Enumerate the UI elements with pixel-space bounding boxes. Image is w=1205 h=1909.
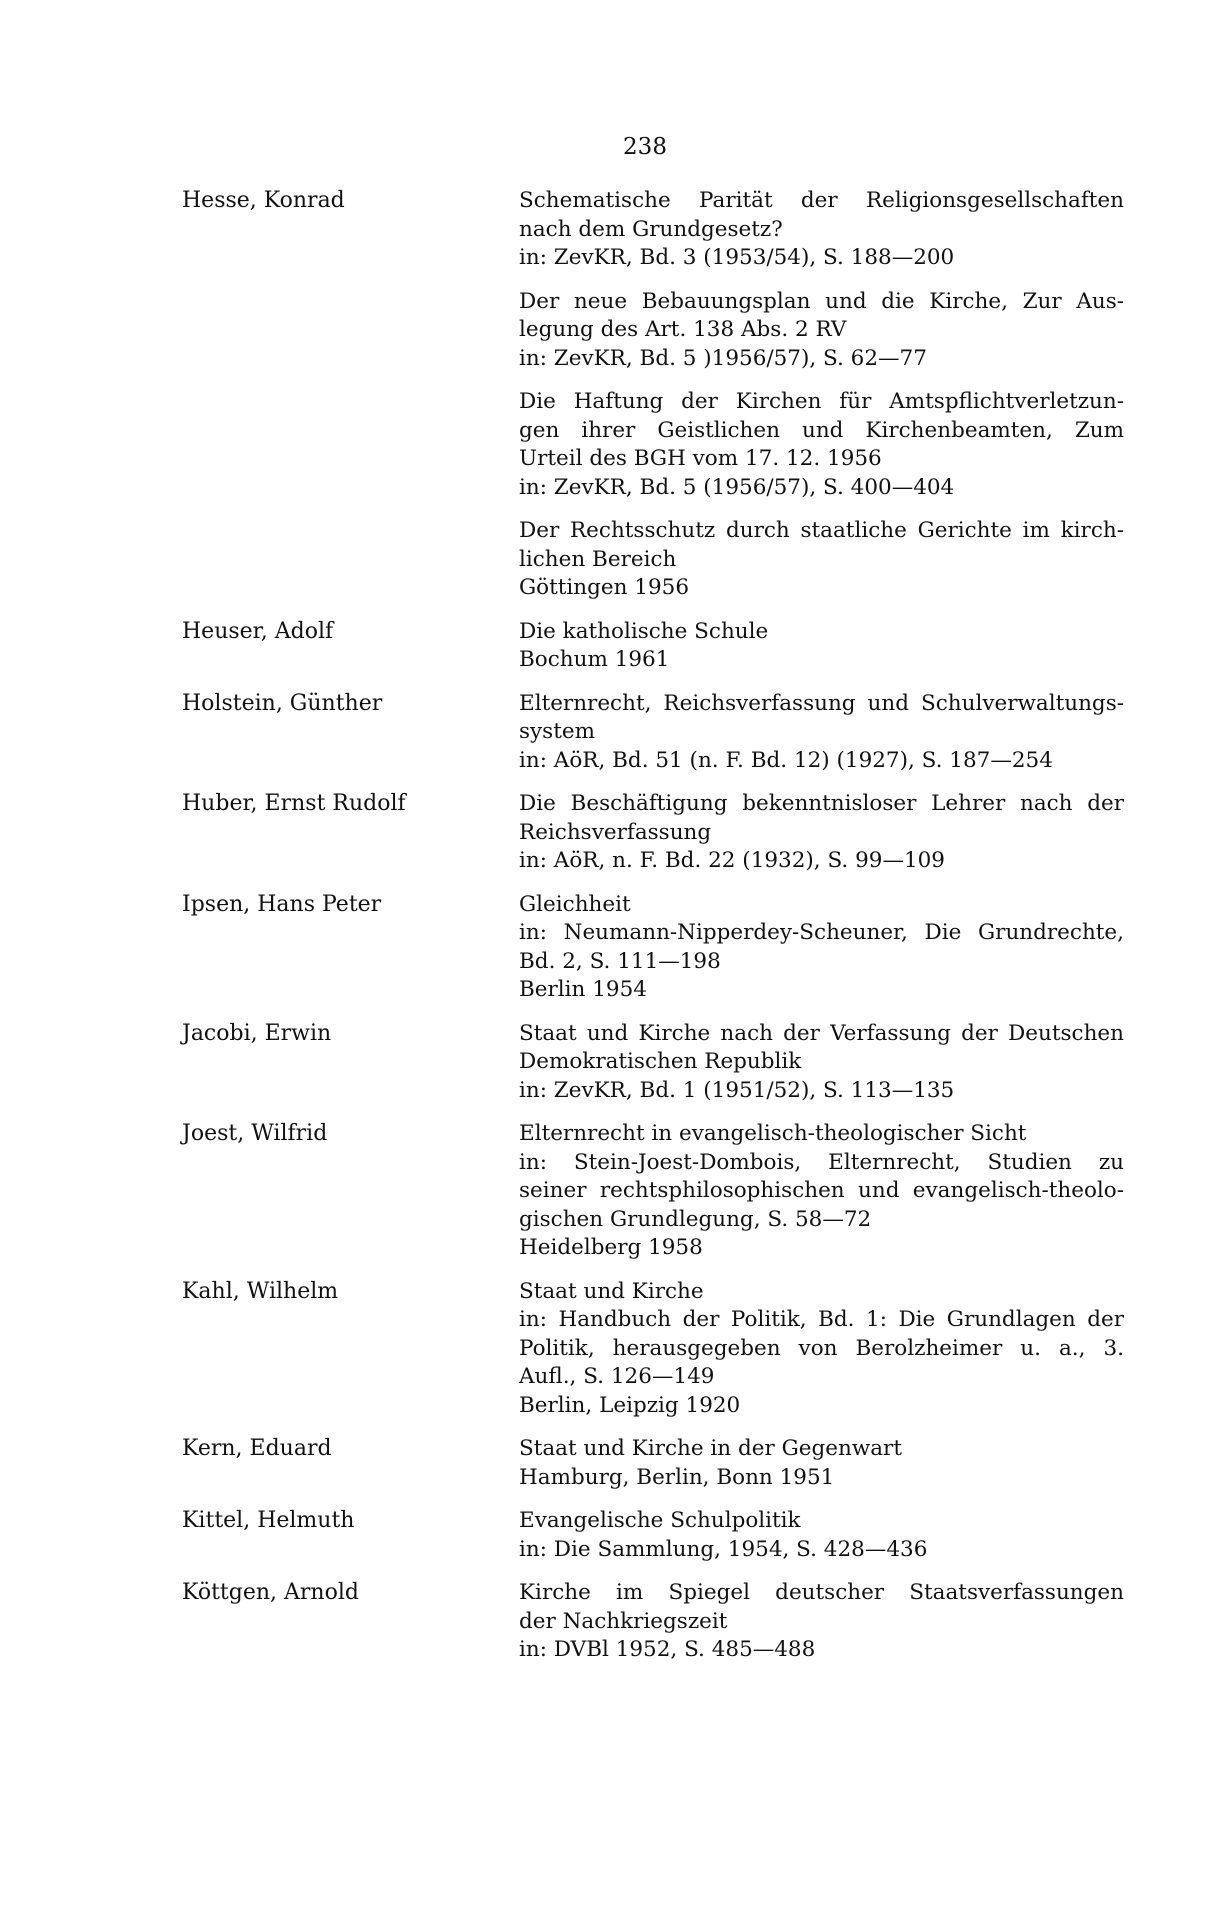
work-citation (519, 790, 1124, 876)
page-number: 238 (623, 134, 667, 160)
author-name: Kahl, Wilhelm (182, 1278, 339, 1304)
citation-line: Der Rechtsschutz durch staatliche Gerichte im kirch- (519, 518, 1124, 543)
citation-line: in: ZevKR, Bd. 3 (1953/54), S. 188—200 (519, 245, 955, 270)
bibliography-entry (0, 618, 1205, 675)
citation-line: Politik, herausgegeben von Berolzheimer u. a., 3. (519, 1335, 1124, 1361)
citation-line: gischen Grundlegung, S. 58—72 (519, 1206, 872, 1232)
citation-line: Schematische Parität der Religionsgesellschaften (519, 188, 1124, 213)
citation-line: in: Stein-Joest-Dombois, Elternrecht, Studien zu (519, 1149, 1124, 1175)
work-citation (519, 1507, 1124, 1564)
author-name: Huber, Ernst Rudolf (182, 791, 406, 816)
citation-line: Elternrecht, Reichsverfassung und Schulverwaltungs- (519, 690, 1124, 716)
bibliography-entry (0, 690, 1205, 776)
citation-line: Göttingen 1956 (519, 575, 690, 600)
author-name: Joest, Wilfrid (182, 1121, 328, 1146)
citation-line: Reichsverfassung (519, 819, 712, 845)
author-name: Köttgen, Arnold (182, 1580, 359, 1605)
author-name: Kern, Eduard (182, 1436, 332, 1461)
citation-line: in: Handbuch der Politik, Bd. 1: Die Grundlagen der (519, 1307, 1124, 1332)
citation-line: Urteil des BGH vom 17. 12. 1956 (519, 446, 882, 471)
bibliography-entry (0, 1020, 1205, 1106)
bibliography-entry (0, 1435, 1205, 1492)
work-citation (519, 187, 1124, 273)
bibliography-entry (0, 891, 1205, 1005)
citation-line: Berlin 1954 (519, 977, 647, 1002)
citation-line: gen ihrer Geistlichen und Kirchenbeamten, Zum (519, 417, 1124, 443)
citation-line: Staat und Kirche nach der Verfassung der Deutschen (519, 1020, 1124, 1046)
citation-line: in: ZevKR, Bd. 5 (1956/57), S. 400—404 (519, 474, 955, 500)
citation-line: Die Haftung der Kirchen für Amtspflichtverletzun- (519, 389, 1124, 414)
works-list (519, 1120, 1124, 1263)
bibliography-entry (0, 1507, 1205, 1564)
citation-line: Aufl., S. 126—149 (519, 1364, 715, 1389)
citation-line: in: ZevKR, Bd. 1 (1951/52), S. 113—135 (519, 1077, 955, 1103)
works-list (519, 187, 1124, 603)
citation-line: Evangelische Schulpolitik (519, 1508, 801, 1533)
work-citation (519, 1120, 1124, 1263)
work-citation (519, 1579, 1124, 1665)
citation-line: in: DVBl 1952, S. 485—488 (519, 1637, 816, 1662)
author-name: Holstein, Günther (182, 690, 383, 716)
citation-line: legung des Art. 138 Abs. 2 RV (519, 317, 847, 342)
citation-line: Demokratischen Republik (519, 1049, 802, 1074)
works-list (519, 618, 1124, 675)
bibliography-entry (0, 1120, 1205, 1263)
bibliography-entry (0, 1278, 1205, 1421)
citation-line: in: Die Sammlung, 1954, S. 428—436 (519, 1536, 928, 1562)
bibliography-entry (0, 187, 1205, 603)
author-name: Kittel, Helmuth (182, 1508, 355, 1533)
citation-line: Gleichheit (519, 891, 631, 917)
author-name: Heuser, Adolf (182, 618, 334, 644)
works-list (519, 1278, 1124, 1421)
works-list (519, 690, 1124, 776)
citation-line: der Nachkriegszeit (519, 1608, 728, 1634)
citation-line: Bochum 1961 (519, 647, 670, 672)
bibliography-entry (0, 790, 1205, 876)
work-citation (519, 1435, 1124, 1492)
citation-line: Bd. 2, S. 111—198 (519, 948, 721, 974)
citation-line: system (519, 719, 595, 744)
author-name: Hesse, Konrad (182, 188, 345, 213)
works-list (519, 1435, 1124, 1492)
works-list (519, 1507, 1124, 1564)
work-citation (519, 618, 1124, 675)
citation-line: Elternrecht in evangelisch-theologischer Sicht (519, 1121, 1027, 1146)
work-citation (519, 1278, 1124, 1421)
citation-line: Kirche im Spiegel deutscher Staatsverfassungen (519, 1580, 1124, 1605)
author-name: Ipsen, Hans Peter (182, 891, 382, 917)
citation-line: Staat und Kirche (519, 1278, 704, 1304)
citation-line: in: AöR, Bd. 51 (n. F. Bd. 12) (1927), S. 187—254 (519, 747, 1053, 773)
work-citation (519, 891, 1124, 1005)
work-citation (519, 388, 1124, 502)
citation-line: Berlin, Leipzig 1920 (519, 1392, 741, 1418)
works-list (519, 790, 1124, 876)
citation-line: Hamburg, Berlin, Bonn 1951 (519, 1464, 835, 1490)
citation-line: in: AöR, n. F. Bd. 22 (1932), S. 99—109 (519, 848, 945, 873)
work-citation (519, 517, 1124, 603)
citation-line: in: ZevKR, Bd. 5 )1956/57), S. 62—77 (519, 345, 927, 371)
citation-line: in: Neumann-Nipperdey-Scheuner, Die Grundrechte, (519, 920, 1124, 945)
works-list (519, 1579, 1124, 1665)
author-name: Jacobi, Erwin (182, 1020, 332, 1046)
bibliography-list (0, 187, 1205, 1680)
work-citation (519, 1020, 1124, 1106)
citation-line: lichen Bereich (519, 546, 677, 572)
citation-line: Der neue Bebauungsplan und die Kirche, Zur Aus- (519, 288, 1124, 314)
citation-line: Die Beschäftigung bekenntnisloser Lehrer nach der (519, 791, 1124, 816)
citation-line: Die katholische Schule (519, 618, 769, 644)
citation-line: Heidelberg 1958 (519, 1235, 703, 1260)
citation-line: Staat und Kirche in der Gegenwart (519, 1436, 902, 1461)
work-citation (519, 690, 1124, 776)
bibliography-entry (0, 1579, 1205, 1665)
works-list (519, 891, 1124, 1005)
work-citation (519, 288, 1124, 374)
citation-line: seiner rechtsphilosophischen und evangelisch-theolo- (519, 1178, 1124, 1203)
works-list (519, 1020, 1124, 1106)
citation-line: nach dem Grundgesetz? (519, 216, 783, 242)
